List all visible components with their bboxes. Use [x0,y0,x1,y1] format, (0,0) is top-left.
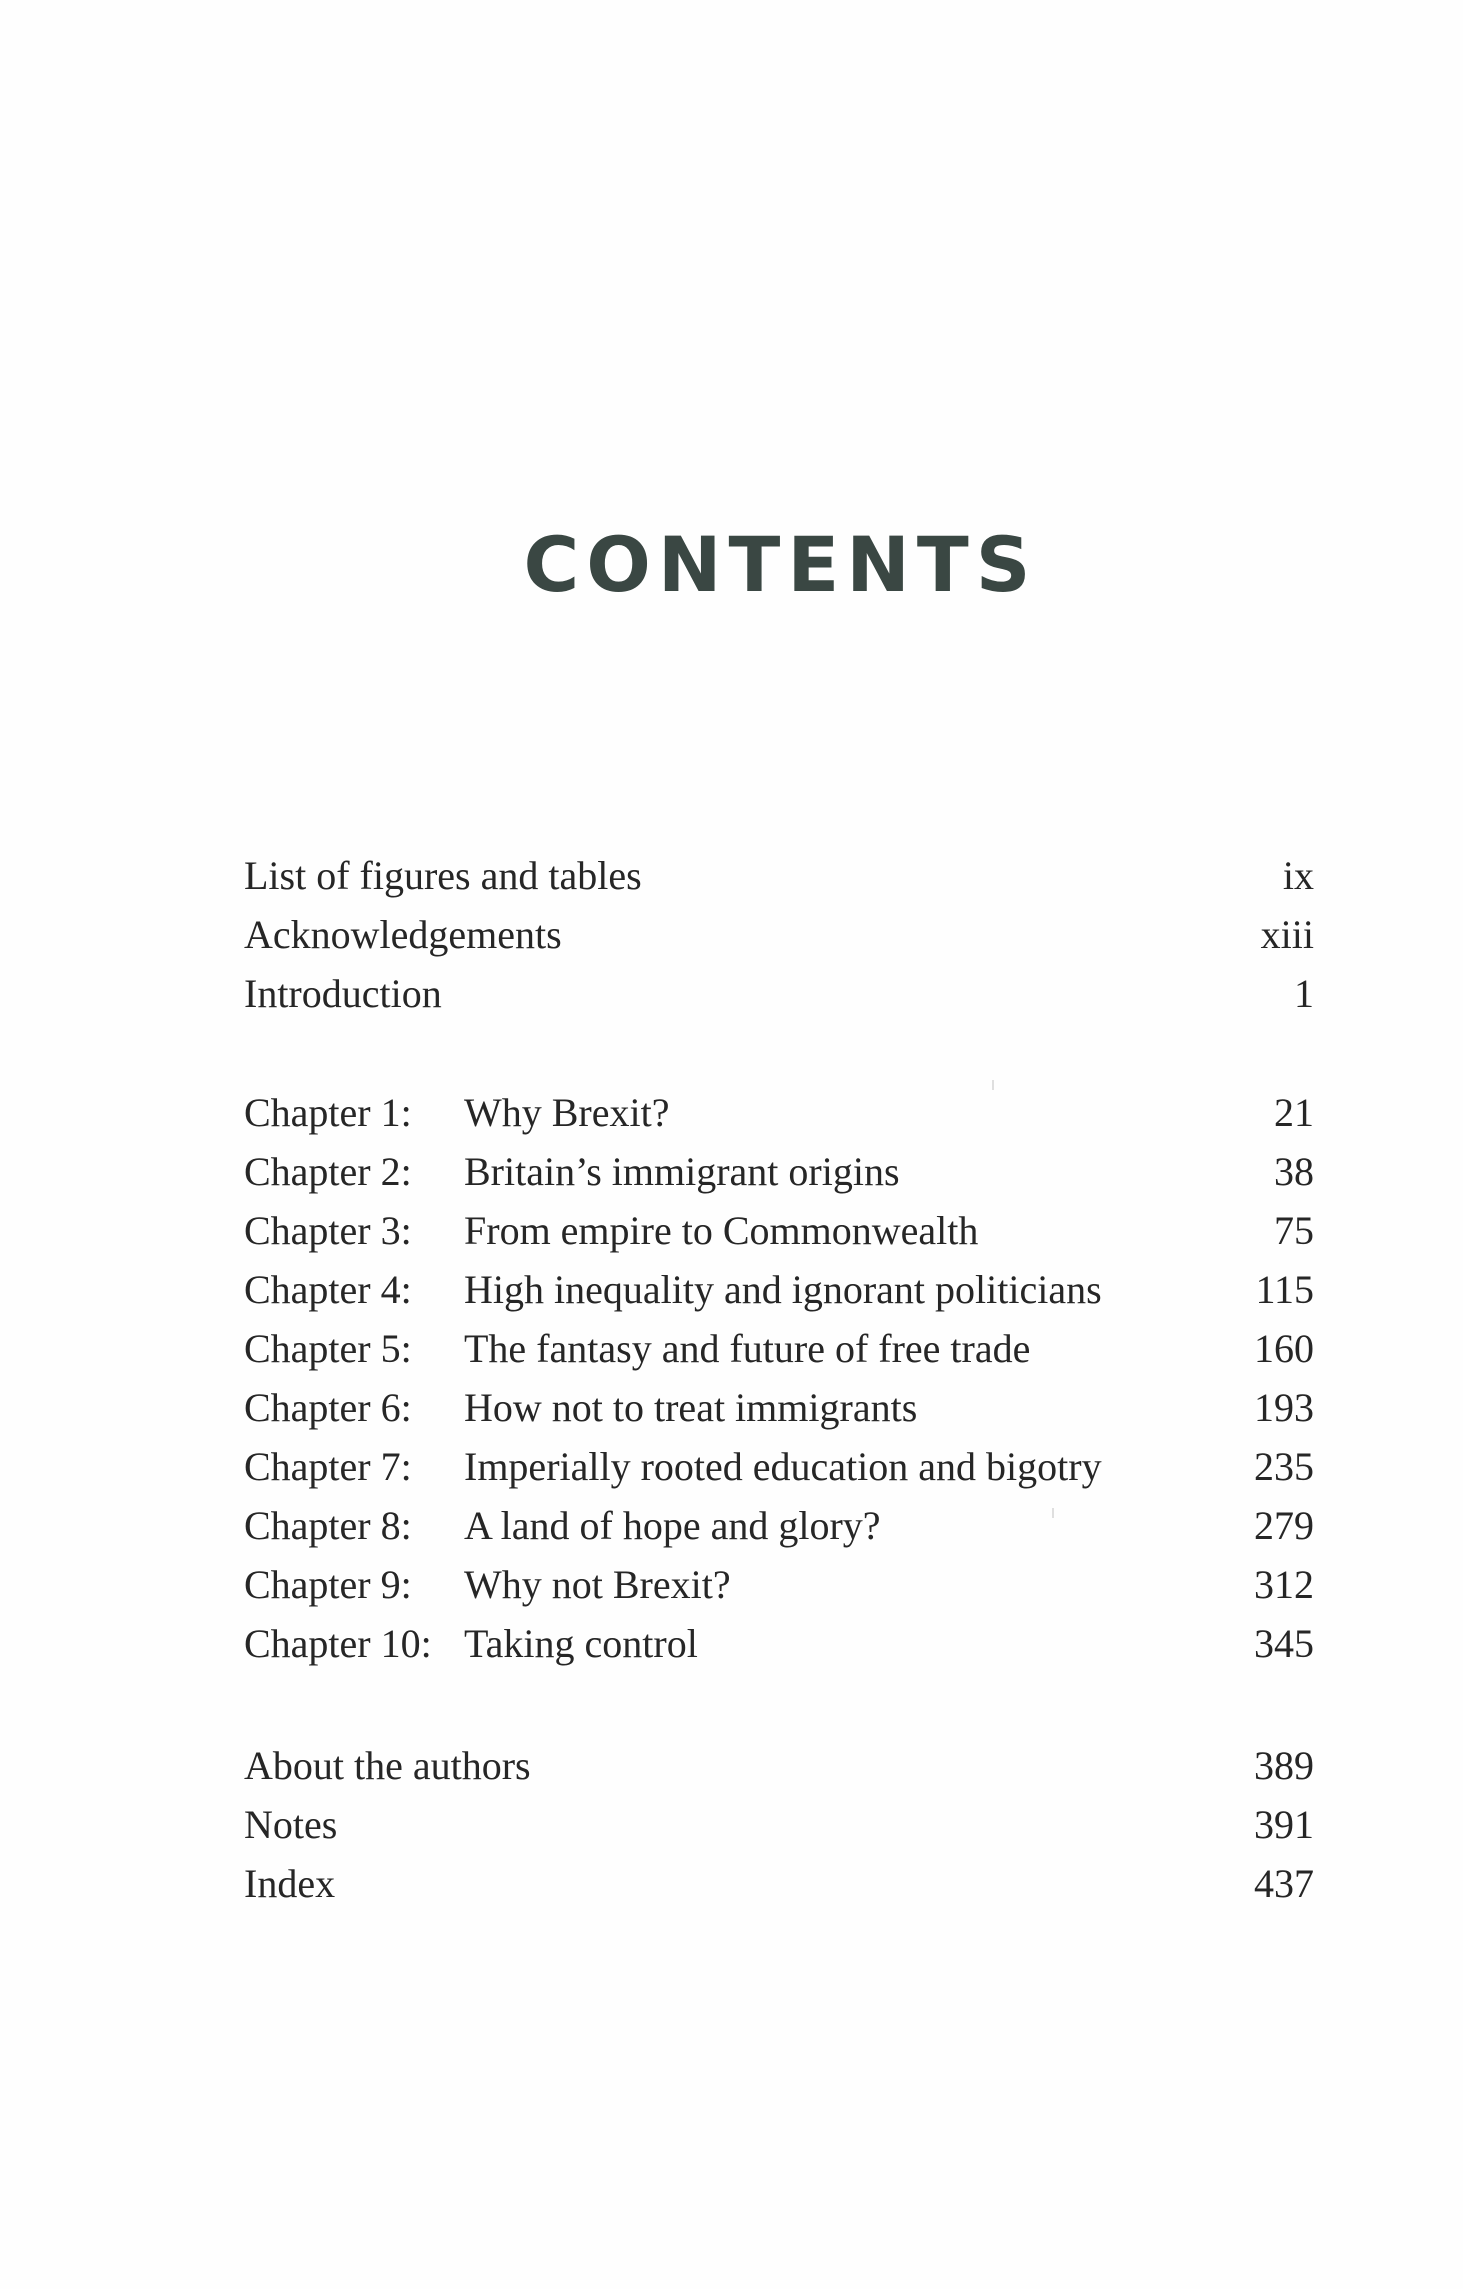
toc-entry-chapter-2[interactable] [244,1142,1314,1201]
chapter-page: 235 [1254,1444,1314,1489]
chapter-title: How not to treat immigrants [464,1385,918,1430]
chapter-label: Chapter 8: [244,1503,412,1548]
chapter-title: Why not Brexit? [464,1562,731,1607]
page-title: CONTENTS [523,520,1038,609]
chapter-list [244,1083,1314,1673]
chapter-title: From empire to Commonwealth [464,1208,979,1253]
chapter-page: 279 [1254,1503,1314,1548]
chapter-title: A land of hope and glory? [464,1503,881,1548]
chapter-page: 38 [1274,1149,1314,1194]
toc-entry-title: List of figures and tables [244,853,642,898]
toc-entry-acknowledgements[interactable] [244,905,1314,964]
chapter-label: Chapter 10: [244,1621,432,1666]
toc-entry-page: 389 [1254,1743,1314,1788]
toc-entry-list-of-figures[interactable] [244,846,1314,905]
toc-entry-chapter-5[interactable] [244,1319,1314,1378]
toc-entry-title: Introduction [244,971,442,1016]
chapter-title: High inequality and ignorant politicians [464,1267,1102,1312]
toc-entry-chapter-8[interactable] [244,1496,1314,1555]
chapter-label: Chapter 1: [244,1090,412,1135]
chapter-page: 21 [1274,1090,1314,1135]
toc-entry-chapter-4[interactable] [244,1260,1314,1319]
chapter-title: Taking control [464,1621,698,1666]
scan-speck [1052,1508,1054,1518]
toc-entry-page: 391 [1254,1802,1314,1847]
toc-entry-introduction[interactable] [244,964,1314,1023]
toc-entry-chapter-3[interactable] [244,1201,1314,1260]
toc-entry-chapter-7[interactable] [244,1437,1314,1496]
chapter-label: Chapter 7: [244,1444,412,1489]
chapter-page: 193 [1254,1385,1314,1430]
front-matter-list [244,846,1314,1023]
chapter-page: 312 [1254,1562,1314,1607]
toc-entry-page: ix [1282,853,1314,898]
toc-entry-chapter-6[interactable] [244,1378,1314,1437]
chapter-label: Chapter 3: [244,1208,412,1253]
toc-entry-title: Notes [244,1802,338,1847]
toc-entry-chapter-9[interactable] [244,1555,1314,1614]
chapter-label: Chapter 2: [244,1149,412,1194]
chapter-label: Chapter 6: [244,1385,412,1430]
toc-entry-page: xiii [1260,912,1314,957]
scan-speck [992,1080,994,1090]
chapter-page: 345 [1254,1621,1314,1666]
chapter-label: Chapter 4: [244,1267,412,1312]
toc-entry-title: Acknowledgements [244,912,562,957]
toc-entry-title: About the authors [244,1743,531,1788]
chapter-title: Why Brexit? [464,1090,670,1135]
toc-entry-chapter-10[interactable] [244,1614,1314,1673]
chapter-label: Chapter 5: [244,1326,412,1371]
back-matter-list [244,1736,1314,1913]
toc-entry-index[interactable] [244,1854,1314,1913]
chapter-title: Imperially rooted education and bigotry [464,1444,1102,1489]
toc-entry-notes[interactable] [244,1795,1314,1854]
chapter-page: 115 [1255,1267,1314,1312]
chapter-title: The fantasy and future of free trade [464,1326,1031,1371]
toc-entry-page: 1 [1294,971,1314,1016]
toc-entry-about-the-authors[interactable] [244,1736,1314,1795]
toc-entry-title: Index [244,1861,336,1906]
chapter-title: Britain’s immigrant origins [464,1149,900,1194]
toc-entry-page: 437 [1254,1861,1314,1906]
chapter-label: Chapter 9: [244,1562,412,1607]
chapter-page: 160 [1254,1326,1314,1371]
chapter-page: 75 [1274,1208,1314,1253]
toc-entry-chapter-1[interactable] [244,1083,1314,1142]
